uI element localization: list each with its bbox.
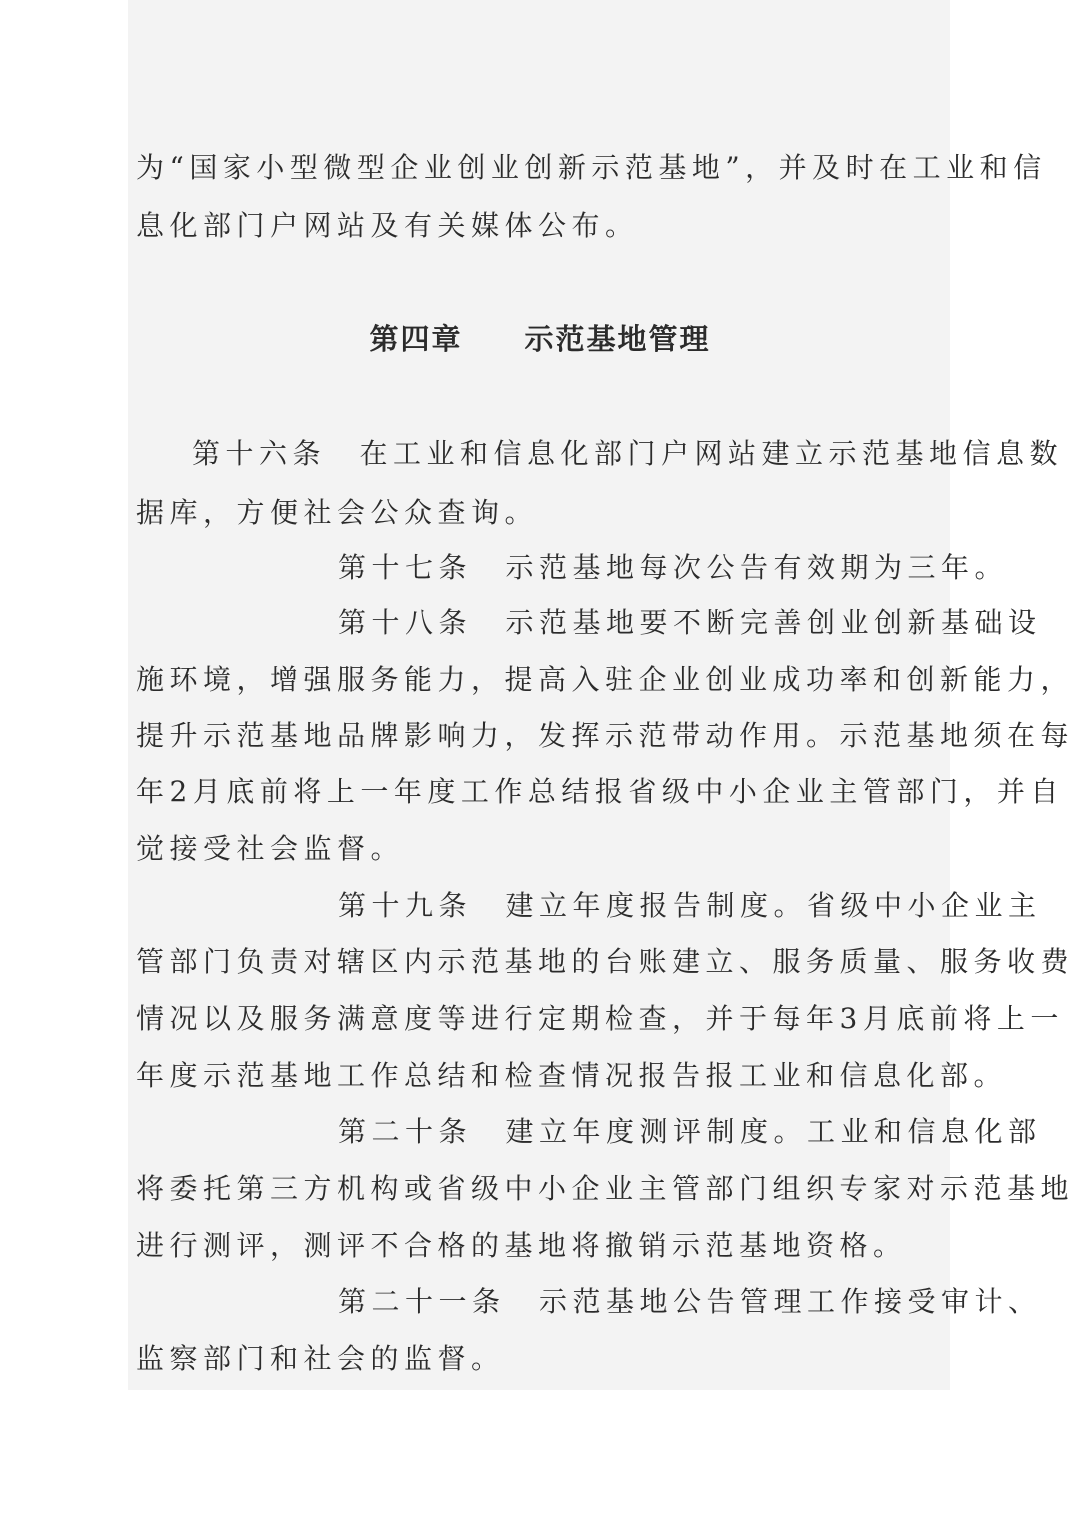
article-21: 第二十一条 示范基地公告管理工作接受审计、 [338, 1285, 1042, 1318]
article-20: 第二十条 建立年度测评制度。工业和信息化部 [338, 1115, 1042, 1148]
text-line: 管部门负责对辖区内示范基地的台账建立、服务质量、服务收费 [136, 945, 1075, 978]
text-line: 年2月底前将上一年度工作总结报省级中小企业主管部门，并自 [136, 775, 1064, 808]
text-line: 为“国家小型微型企业创业创新示范基地”，并及时在工业和信 [136, 151, 1047, 184]
text-line: 提升示范基地品牌影响力，发挥示范带动作用。示范基地须在每 [136, 719, 1075, 752]
text-line: 将委托第三方机构或省级中小企业主管部门组织专家对示范基地 [136, 1172, 1075, 1205]
article-18: 第十八条 示范基地要不断完善创业创新基础设 [338, 606, 1042, 639]
text-line: 情况以及服务满意度等进行定期检查，并于每年3月底前将上一 [136, 1002, 1064, 1035]
text-line: 监察部门和社会的监督。 [136, 1342, 505, 1375]
text-line: 年度示范基地工作总结和检查情况报告报工业和信息化部。 [136, 1059, 1008, 1092]
text-line: 施环境，增强服务能力，提高入驻企业创业成功率和创新能力， [136, 663, 1075, 696]
text-line: 觉接受社会监督。 [136, 832, 405, 865]
article-19: 第十九条 建立年度报告制度。省级中小企业主 [338, 889, 1042, 922]
text-line: 进行测评，测评不合格的基地将撤销示范基地资格。 [136, 1229, 907, 1262]
text-line: 息化部门户网站及有关媒体公布。 [136, 209, 639, 242]
chapter-title: 第四章 示范基地管理 [369, 322, 711, 356]
text-line: 据库，方便社会公众查询。 [136, 496, 539, 529]
article-16: 第十六条 在工业和信息化部门户网站建立示范基地信息数 [192, 437, 1064, 470]
article-17: 第十七条 示范基地每次公告有效期为三年。 [338, 551, 1009, 584]
